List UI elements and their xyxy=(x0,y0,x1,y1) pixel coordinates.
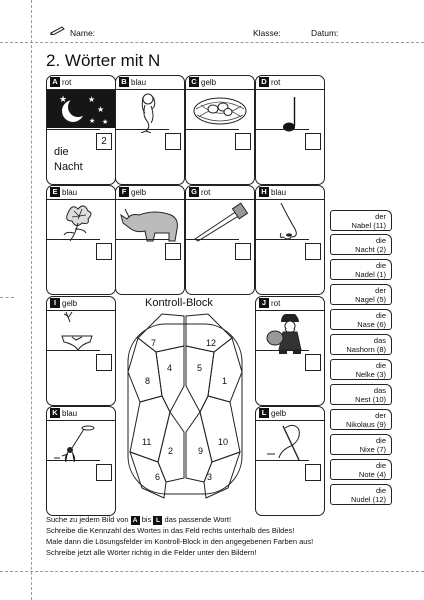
answer-field[interactable] xyxy=(305,464,321,481)
card-fold-line xyxy=(255,129,309,130)
word-card: der Nagel (5) xyxy=(330,284,392,305)
answer-field[interactable] xyxy=(305,243,321,260)
page-title: 2. Wörter mit N xyxy=(46,51,161,70)
picture-card-l xyxy=(255,406,325,516)
answer-field[interactable] xyxy=(235,243,251,260)
date-label: Datum: xyxy=(311,28,339,38)
mermaid-icon xyxy=(115,89,185,133)
card-fold-line xyxy=(255,460,309,461)
picture-card-j xyxy=(255,296,325,406)
card-fold-line xyxy=(185,129,239,130)
card-fold-line xyxy=(46,350,100,351)
card-label: L gelb xyxy=(259,408,286,418)
control-number: 7 xyxy=(151,338,157,348)
svg-text:★: ★ xyxy=(102,118,109,126)
left-guide-line xyxy=(31,0,32,600)
card-fold-line xyxy=(185,239,239,240)
word-card: die Nelke (3) xyxy=(330,359,392,380)
svg-text:★: ★ xyxy=(59,95,68,105)
word-card: die Nudel (12) xyxy=(330,484,392,505)
kontroll-block xyxy=(120,312,250,502)
card-label: E blau xyxy=(50,187,77,197)
instructions: Suche zu jedem Bild von A bis L das passende Wort! Schreibe die Kennzahl des Wortes in das Feld rechts unterhalb des Bildes! Male dann die Lösungsfelder im Kontroll-Block in den angegebenen Farben aus! Schreibe jetzt alle Wörter richtig in die Felder unter den Bildern! xyxy=(46,515,314,557)
control-number: 6 xyxy=(155,472,161,482)
answer-field[interactable] xyxy=(235,133,251,150)
control-number: 9 xyxy=(198,446,204,456)
word-card: der Nikolaus (9) xyxy=(330,409,392,430)
picture-card-g xyxy=(185,185,255,295)
control-number: 11 xyxy=(142,437,152,447)
answer-field[interactable] xyxy=(96,243,112,260)
word-card: das Nest (10) xyxy=(330,384,392,405)
word-card: die Nadel (1) xyxy=(330,259,392,280)
control-field xyxy=(200,396,240,462)
control-field xyxy=(128,338,162,402)
needle-thread-icon xyxy=(255,420,325,464)
pencil-icon xyxy=(50,25,66,35)
svg-text:★: ★ xyxy=(97,105,105,114)
nest-icon xyxy=(185,89,255,133)
picture-card-f xyxy=(115,185,185,295)
carnation-icon xyxy=(46,199,116,243)
control-number: 12 xyxy=(206,338,217,348)
night-sky-icon xyxy=(47,90,115,128)
santa-icon xyxy=(255,310,325,354)
card-fold-line xyxy=(115,129,169,130)
card-fold-line xyxy=(255,239,309,240)
word-card: das Nashorn (8) xyxy=(330,334,392,355)
card-fold-line xyxy=(46,460,100,461)
answer-field[interactable] xyxy=(96,464,112,481)
word-card: der Nabel (11) xyxy=(330,210,392,231)
picture-card-e xyxy=(46,185,116,295)
control-number: 10 xyxy=(218,437,229,447)
kontroll-block-title: Kontroll-Block xyxy=(145,297,213,309)
picture-card-h xyxy=(255,185,325,295)
card-fold-line xyxy=(255,350,309,351)
control-number: 1 xyxy=(222,376,228,386)
control-number: 3 xyxy=(207,472,213,482)
card-label: I gelb xyxy=(50,298,77,308)
control-number: 5 xyxy=(197,363,203,373)
card-fold-line xyxy=(115,239,169,240)
card-label: C gelb xyxy=(189,77,216,87)
card-caption: die xyxy=(54,146,69,158)
answer-field[interactable] xyxy=(165,243,181,260)
card-label: J rot xyxy=(259,298,280,308)
card-label: D rot xyxy=(259,77,280,87)
answer-field[interactable] xyxy=(165,133,181,150)
card-label: K blau xyxy=(50,408,77,418)
card-caption: Nacht xyxy=(54,161,83,173)
control-field xyxy=(156,346,184,412)
card-fold-line xyxy=(46,239,100,240)
word-card: die Note (4) xyxy=(330,459,392,480)
card-fold-line xyxy=(46,129,100,130)
hole-mark xyxy=(0,297,14,298)
card-label: F gelb xyxy=(119,187,146,197)
card-label: B blau xyxy=(119,77,146,87)
top-guide-line xyxy=(0,42,424,43)
picture-card-k xyxy=(46,406,116,516)
music-note-icon xyxy=(255,89,325,133)
control-field xyxy=(138,314,184,352)
picture-card-a xyxy=(46,75,116,185)
control-field xyxy=(130,452,166,498)
card-label: G rot xyxy=(189,187,210,197)
word-card: die Nixe (7) xyxy=(330,434,392,455)
answer-field[interactable] xyxy=(305,354,321,371)
picture-card-c xyxy=(185,75,255,185)
card-label: H blau xyxy=(259,187,286,197)
svg-text:★: ★ xyxy=(88,95,96,104)
name-label: Name: xyxy=(70,28,96,38)
control-number: 4 xyxy=(167,363,173,373)
answer-field[interactable]: 2 xyxy=(96,133,112,150)
control-field xyxy=(130,396,170,462)
card-label: A rot xyxy=(50,77,71,87)
nose-icon xyxy=(255,199,325,243)
control-field xyxy=(186,346,214,412)
control-number: 8 xyxy=(145,376,151,386)
class-label: Klasse: xyxy=(253,28,281,38)
svg-text:★: ★ xyxy=(89,117,96,125)
picture-card-b xyxy=(115,75,185,185)
answer-field[interactable] xyxy=(305,133,321,150)
word-card: die Nacht (2) xyxy=(330,234,392,255)
underpants-icon xyxy=(46,310,116,354)
rhino-icon xyxy=(115,199,185,243)
nymph-icon xyxy=(46,420,116,464)
nail-icon xyxy=(185,199,255,243)
answer-field[interactable] xyxy=(96,354,112,371)
bottom-guide-line xyxy=(0,571,424,572)
picture-card-i xyxy=(46,296,116,406)
control-number: 2 xyxy=(168,446,174,456)
word-card: die Nase (6) xyxy=(330,309,392,330)
picture-card-d xyxy=(255,75,325,185)
